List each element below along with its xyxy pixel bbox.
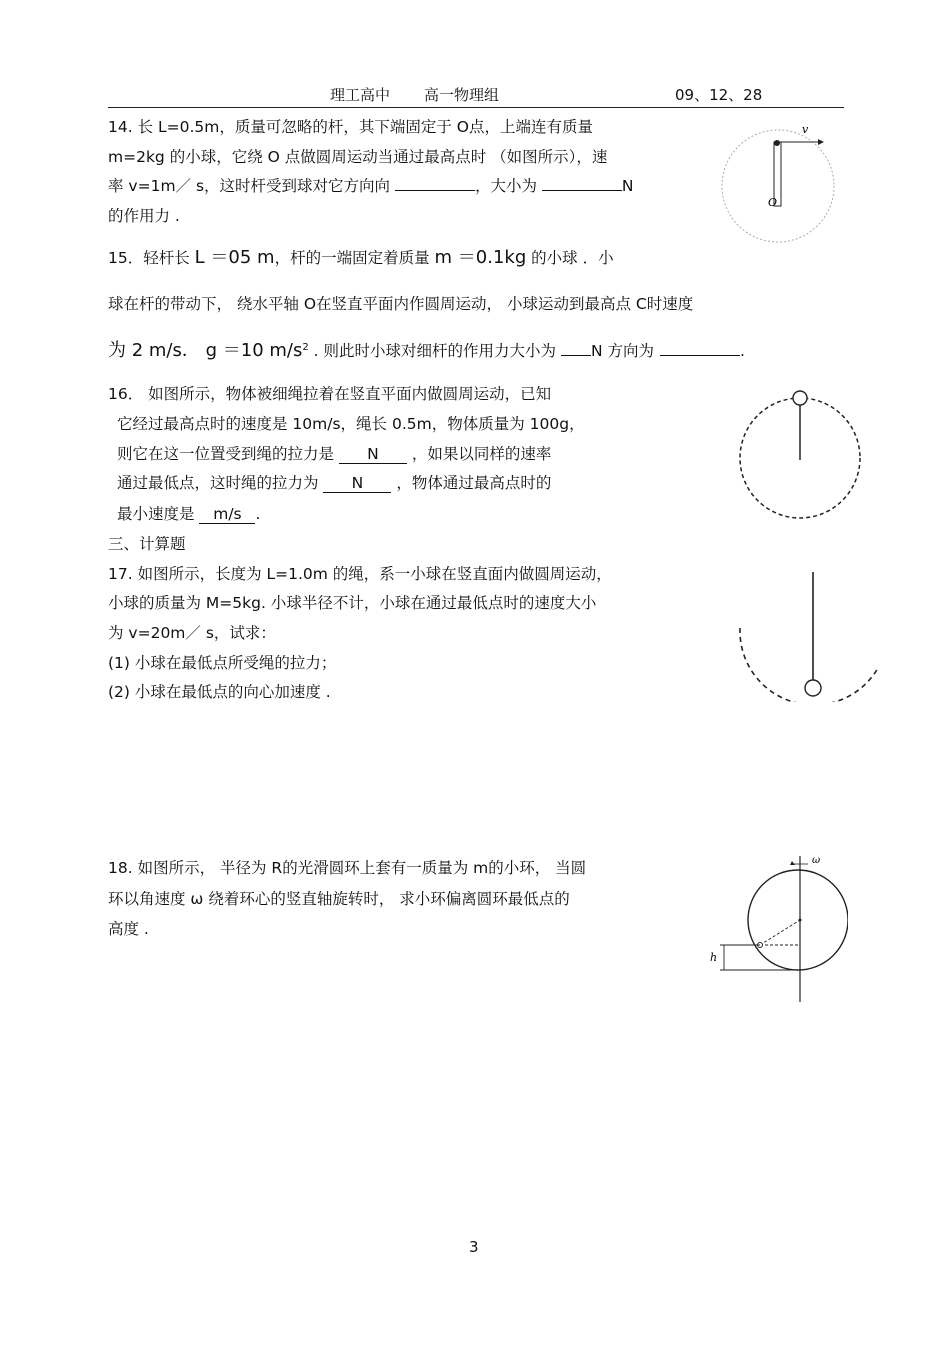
q17-figure xyxy=(738,568,880,702)
q17-line2: 小球的质量为 M=5kg. 小球半径不计，小球在通过最低点时的速度大小 xyxy=(108,594,597,612)
q15-unit: N 方向为 xyxy=(590,342,654,360)
q17-line4: (1) 小球在最低点所受绳的拉力； xyxy=(108,654,337,672)
q15-line1 xyxy=(108,243,614,269)
q18-fig-h: h xyxy=(710,951,718,964)
q14-figure xyxy=(718,120,840,248)
q14-fig-v-label: v xyxy=(802,123,809,136)
q17-line1: 17. 如图所示，长度为 L=1.0m 的绳，系一小球在竖直面内做圆周运动， xyxy=(108,565,612,583)
q16-blank-top-tension: N xyxy=(339,445,407,464)
header-date: 09、12、28 xyxy=(675,86,763,104)
q14-fig-o-label: O xyxy=(768,196,778,209)
q15-line3-a: 为 2 m/s． g ＝10 m/s xyxy=(108,340,303,361)
q17-line3: 为 v=20m／ s，试求： xyxy=(108,624,276,642)
q15-formula-m: m ＝0.1kg xyxy=(434,247,527,268)
header-school: 理工高中 xyxy=(330,86,391,104)
q16-line4 xyxy=(117,471,551,493)
q16-line3-a: 则它在这一位置受到绳的拉力是 xyxy=(117,445,339,463)
q15-line1-c: 的小球 ．小 xyxy=(526,249,614,267)
q18-line2: 环以角速度 ω 绕着环心的竖直轴旋转时， 求小环偏离圆环最低点的 xyxy=(108,890,570,908)
q15-line1-a: 15．轻杆长 xyxy=(108,249,195,267)
q14-line3-text-a: 率 v=1m／ s，这时杆受到球对它方向向 xyxy=(108,177,395,195)
q15-blank-force xyxy=(561,355,591,356)
q14-line1: 14. 长 L=0.5m，质量可忽略的杆，其下端固定于 O点，上端连有质量 xyxy=(108,118,594,136)
q15-formula-l: L ＝05 m xyxy=(194,247,275,268)
q14-line4: 的作用力 . xyxy=(108,207,180,225)
q18-figure xyxy=(706,852,848,1004)
q15-line1-b: ，杆的一端固定着质量 xyxy=(274,249,435,267)
q18-line3: 高度 . xyxy=(108,920,149,938)
q18-line1: 18. 如图所示， 半径为 R的光滑圆环上套有一质量为 m的小环， 当圆 xyxy=(108,859,587,877)
q16-line5 xyxy=(117,502,260,524)
q15-blank-direction xyxy=(660,355,740,356)
q14-blank-magnitude xyxy=(542,190,622,191)
q16-blank-min-speed: m/s xyxy=(199,505,255,524)
q16-line1: 16． 如图所示，物体被细绳拉着在竖直平面内做圆周运动，已知 xyxy=(108,385,552,403)
q15-end: . xyxy=(739,342,745,360)
q14-line2: m=2kg 的小球，它绕 O 点做圆周运动当通过最高点时 （如图所示），速 xyxy=(108,148,608,166)
q16-line4-a: 通过最低点，这时绳的拉力为 xyxy=(117,474,324,492)
q16-figure xyxy=(736,388,868,524)
q16-line2: 它经过最高点时的速度是 10m/s，绳长 0.5m，物体质量为 100g， xyxy=(117,415,585,433)
header-group: 高一物理组 xyxy=(424,86,500,104)
q16-line3 xyxy=(117,442,551,464)
q15-line3 xyxy=(108,336,745,362)
header-rule xyxy=(108,107,844,108)
section3-heading: 三、计算题 xyxy=(108,535,186,553)
q14-blank-direction xyxy=(395,190,475,191)
q18-fig-omega: ω xyxy=(812,855,821,866)
q16-line4-b: ，物体通过最高点时的 xyxy=(391,474,552,492)
q17-line5: (2) 小球在最低点的向心加速度 . xyxy=(108,683,331,701)
q15-line3-b: . 则此时小球对细杆的作用力大小为 xyxy=(308,342,561,360)
q14-line3-text-b: ，大小为 xyxy=(474,177,542,195)
q15-line2: 球在杆的带动下， 绕水平轴 O在竖直平面内作圆周运动， 小球运动到最高点 C时速度 xyxy=(108,295,694,313)
q16-line5-b: . xyxy=(255,505,261,523)
q14-unit: N xyxy=(621,177,634,195)
q14-line3 xyxy=(108,174,634,196)
q16-line5-a: 最小速度是 xyxy=(117,505,200,523)
page-number: 3 xyxy=(469,1238,479,1256)
q16-line3-b: ，如果以同样的速率 xyxy=(406,445,552,463)
q16-blank-bottom-tension: N xyxy=(323,474,391,493)
q15-sup: 2 xyxy=(302,341,309,353)
